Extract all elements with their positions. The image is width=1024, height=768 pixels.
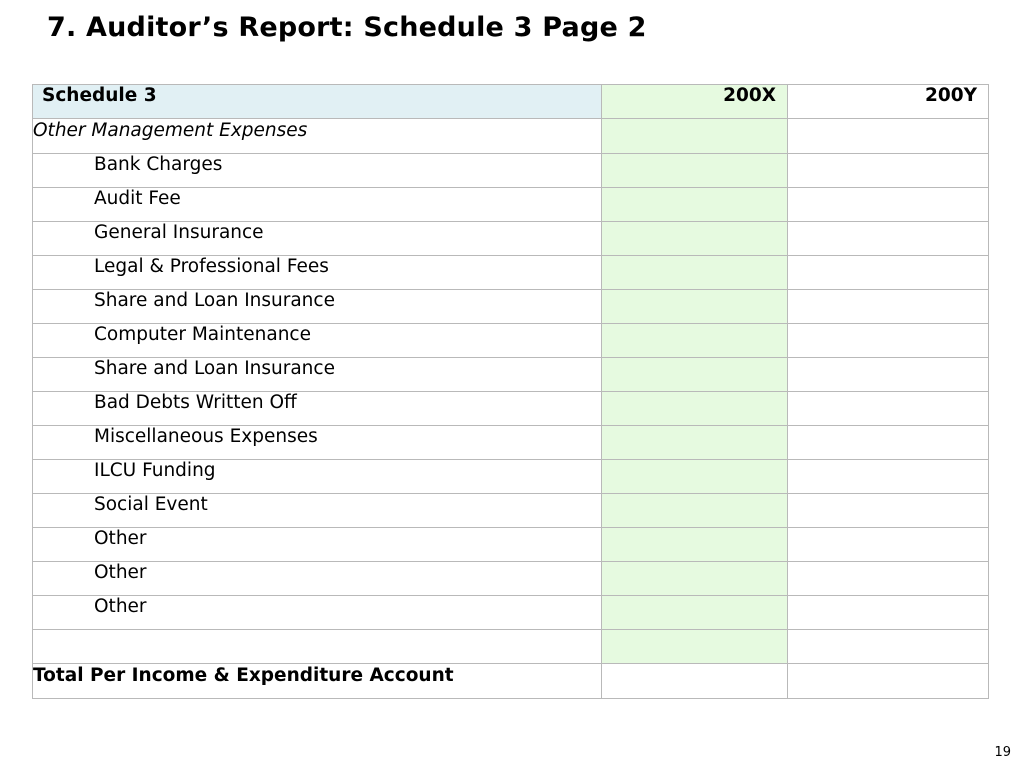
total-cell-200x[interactable] <box>602 664 788 699</box>
row-label: Legal & Professional Fees <box>33 256 602 290</box>
row-label: Social Event <box>33 494 602 528</box>
table-row <box>33 119 989 154</box>
cell-200x[interactable] <box>602 630 788 664</box>
row-label: Share and Loan Insurance <box>33 290 602 324</box>
row-label: Other <box>33 528 602 562</box>
cell-200x[interactable] <box>602 562 788 596</box>
cell-200y[interactable] <box>788 426 989 460</box>
cell-200y[interactable] <box>788 188 989 222</box>
table-total-row <box>33 664 989 699</box>
total-cell-200y[interactable] <box>788 664 989 699</box>
slide-title: 7. Auditor’s Report: Schedule 3 Page 2 <box>47 12 647 43</box>
cell-200x[interactable] <box>602 119 788 154</box>
row-label: Audit Fee <box>33 188 602 222</box>
cell-200x[interactable] <box>602 290 788 324</box>
cell-200y[interactable] <box>788 494 989 528</box>
cell-200x[interactable] <box>602 188 788 222</box>
cell-200y[interactable] <box>788 358 989 392</box>
cell-200y[interactable] <box>788 119 989 154</box>
table-row <box>33 324 989 358</box>
row-label: General Insurance <box>33 222 602 256</box>
row-label: Bad Debts Written Off <box>33 392 602 426</box>
table-row <box>33 460 989 494</box>
table-row <box>33 188 989 222</box>
header-200y: 200Y <box>788 85 989 119</box>
cell-200x[interactable] <box>602 460 788 494</box>
row-label: Miscellaneous Expenses <box>33 426 602 460</box>
cell-200y[interactable] <box>788 630 989 664</box>
cell-200y[interactable] <box>788 392 989 426</box>
cell-200y[interactable] <box>788 460 989 494</box>
cell-200y[interactable] <box>788 562 989 596</box>
schedule-table <box>32 84 989 699</box>
cell-200y[interactable] <box>788 528 989 562</box>
table-row <box>33 154 989 188</box>
cell-200y[interactable] <box>788 290 989 324</box>
page-number: 19 <box>994 745 1011 760</box>
table-row <box>33 596 989 630</box>
table-row <box>33 392 989 426</box>
row-label: ILCU Funding <box>33 460 602 494</box>
row-label: Other <box>33 596 602 630</box>
cell-200x[interactable] <box>602 494 788 528</box>
cell-200y[interactable] <box>788 154 989 188</box>
row-label: Computer Maintenance <box>33 324 602 358</box>
cell-200x[interactable] <box>602 222 788 256</box>
cell-200x[interactable] <box>602 596 788 630</box>
cell-200x[interactable] <box>602 426 788 460</box>
cell-200y[interactable] <box>788 324 989 358</box>
header-200x: 200X <box>602 85 788 119</box>
cell-200y[interactable] <box>788 256 989 290</box>
cell-200y[interactable] <box>788 222 989 256</box>
header-schedule-label: Schedule 3 <box>33 85 602 119</box>
table-row <box>33 630 989 664</box>
table-row <box>33 358 989 392</box>
cell-200x[interactable] <box>602 528 788 562</box>
row-label <box>33 630 602 664</box>
cell-200x[interactable] <box>602 154 788 188</box>
row-label: Other <box>33 562 602 596</box>
table-row <box>33 256 989 290</box>
row-label: Bank Charges <box>33 154 602 188</box>
cell-200x[interactable] <box>602 256 788 290</box>
cell-200x[interactable] <box>602 358 788 392</box>
table-row <box>33 426 989 460</box>
cell-200x[interactable] <box>602 324 788 358</box>
row-label: Other Management Expenses <box>33 119 602 154</box>
table-row <box>33 494 989 528</box>
table-row <box>33 562 989 596</box>
table-row <box>33 290 989 324</box>
cell-200x[interactable] <box>602 392 788 426</box>
table-row <box>33 528 989 562</box>
cell-200y[interactable] <box>788 596 989 630</box>
table-header-row <box>33 85 989 119</box>
total-label: Total Per Income & Expenditure Account <box>33 664 602 699</box>
table-row <box>33 222 989 256</box>
row-label: Share and Loan Insurance <box>33 358 602 392</box>
